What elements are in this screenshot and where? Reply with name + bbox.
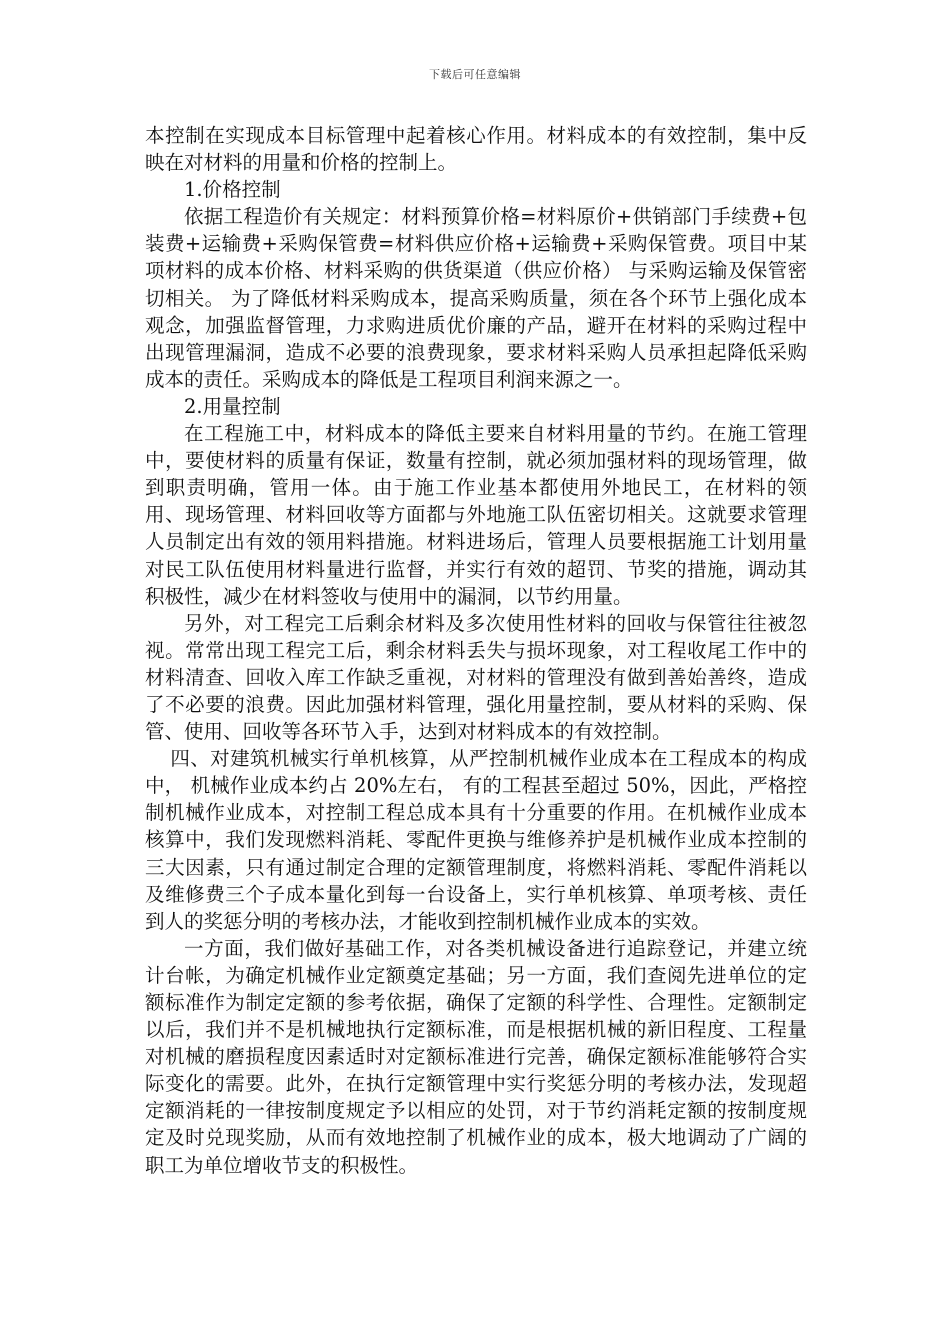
paragraph-machine-accounting: 四、对建筑机械实行单机核算，从严控制机械作业成本在工程成本的构成中， 机械作业成本约占 20%左右， 有的工程甚至超过 50%，因此，严格控制机械作业成本，对控制工程总成本具有十分重要的作用。在机械作业成本核算中，我们发现燃料消耗、零配件更换与维修养护是机械作业成本控制的三大因素，只有通过制定合理的定额管理制度，将燃料消耗、零配件消耗以及维修费三个子成本量化到每一台设备上，实行单机核算、单项考核、责任到人的奖惩分明的考核办法，才能收到控制机械作业成本的实效。 <box>145 747 807 933</box>
heading-price-control: 1.价格控制 <box>184 178 281 202</box>
paragraph-usage-control: 在工程施工中，材料成本的降低主要来自材料用量的节约。在施工管理中，要使材料的质量有保证，数量有控制，就必须加强材料的现场管理，做到职责明确，管用一体。由于施工作业基本都使用外地民工，在材料的领用、现场管理、材料回收等方面都与外地施工队伍密切相关。这就要求管理人员制定出有效的领用料措施。材料进场后，管理人员要根据施工计划用量对民工队伍使用材料量进行监督，并实行有效的超罚、节奖的措施，调动其积极性，减少在材料签收与使用中的漏洞，以节约用量。 <box>145 422 807 608</box>
paragraph-material-cost-intro: 本控制在实现成本目标管理中起着核心作用。材料成本的有效控制，集中反映在对材料的用量和价格的控制上。 <box>145 124 807 175</box>
heading-usage-control: 2.用量控制 <box>184 394 281 418</box>
paragraph-material-recovery: 另外，对工程完工后剩余材料及多次使用性材料的回收与保管往往被忽视。常常出现工程完工后，剩余材料丢失与损坏现象，对工程收尾工作中的材料清查、回收入库工作缺乏重视，对材料的管理没有做到善始善终，造成了不必要的浪费。因此加强材料管理，强化用量控制，要从材料的采购、保管、使用、回收等各环节入手，达到对材料成本的有效控制。 <box>145 611 807 744</box>
document-body <box>145 122 807 1179</box>
paragraph-quota-management: 一方面，我们做好基础工作，对各类机械设备进行追踪登记，并建立统计台帐，为确定机械作业定额奠定基础；另一方面，我们查阅先进单位的定额标准作为制定定额的参考依据，确保了定额的科学性、合理性。定额制定以后，我们并不是机械地执行定额标准，而是根据机械的新旧程度、工程量对机械的磨损程度因素适时对定额标准进行完善，确保定额标准能够符合实际变化的需要。此外，在执行定额管理中实行奖惩分明的考核办法，发现超定额消耗的一律按制度规定予以相应的处罚，对于节约消耗定额的按制度规定及时兑现奖励，从而有效地控制了机械作业的成本，极大地调动了广阔的职工为单位增收节支的积极性。 <box>145 936 807 1177</box>
paragraph-price-control: 依据工程造价有关规定：材料预算价格=材料原价+供销部门手续费+包装费+运输费+采购保管费=材料供应价格+运输费+采购保管费。项目中某项材料的成本价格、材料采购的供货渠道（供应价格） 与采购运输及保管密切相关。 为了降低材料采购成本，提高采购质量，须在各个环节上强化成本观念，加强监督管理，力求购进质优价廉的产品，避开在材料的采购过程中出现管理漏洞，造成不必要的浪费现象，要求材料采购人员承担起降低采购成本的责任。采购成本的降低是工程项目利润来源之一。 <box>145 205 807 391</box>
page-header-note: 下载后可任意编辑 <box>429 68 521 81</box>
